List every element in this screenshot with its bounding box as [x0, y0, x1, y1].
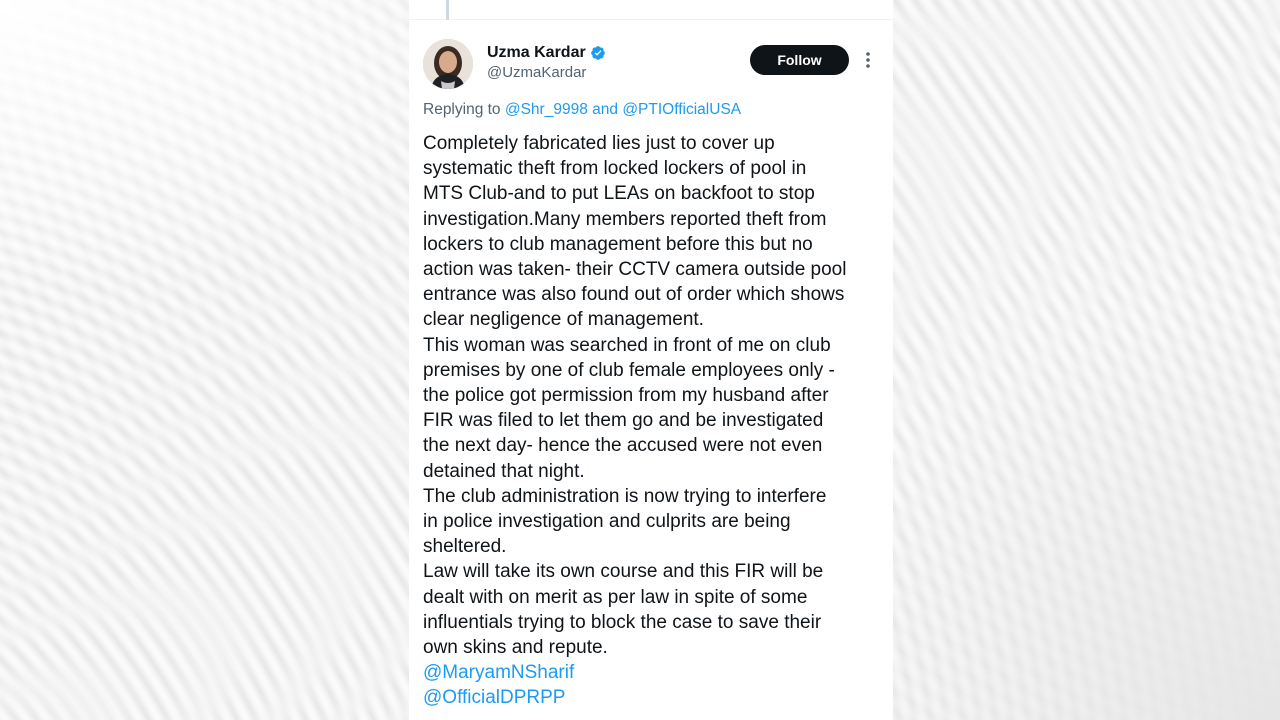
body-line: This woman was searched in front of me on club [423, 334, 831, 356]
body-line: Law will take its own course and this FIR will be [423, 561, 824, 583]
avatar-image [423, 39, 473, 89]
body-line: the next day- hence the accused were not even [423, 435, 823, 457]
body-line: influentials trying to block the case to save their [423, 611, 822, 633]
reply-mention-shr[interactable]: @Shr_9998 [504, 101, 588, 118]
follow-button[interactable]: Follow [750, 45, 849, 75]
more-options-icon[interactable] [861, 50, 875, 70]
body-line: action was taken- their CCTV camera outside pool [423, 259, 847, 281]
body-line: in police investigation and culprits are being [423, 511, 791, 533]
body-line: systematic theft from locked lockers of pool in [423, 158, 807, 180]
body-line: investigation.Many members reported theft from [423, 208, 827, 230]
thread-line [446, 0, 449, 20]
reply-mention-pti[interactable]: @PTIOfficialUSA [622, 101, 742, 118]
author-name-row[interactable] [487, 44, 606, 62]
tweet-body [423, 131, 889, 711]
body-line: Completely fabricated lies just to cover up [423, 133, 775, 154]
body-line: FIR was filed to let them go and be investigated [423, 410, 824, 432]
tweet-card [409, 0, 893, 720]
replying-joiner: and [587, 101, 623, 118]
body-line: lockers to club management before this but no [423, 233, 813, 255]
body-line: dealt with on merit as per law in spite of some [423, 586, 808, 608]
body-line: own skins and repute. [423, 637, 608, 659]
author-name[interactable]: Uzma Kardar [487, 44, 586, 61]
mention-maryam[interactable]: @MaryamNSharif [423, 662, 575, 684]
body-line: premises by one of club female employees only - [423, 359, 835, 381]
body-line: The club administration is now trying to interfere [423, 485, 827, 507]
body-line: sheltered. [423, 536, 507, 558]
author-handle[interactable]: @UzmaKardar [487, 64, 587, 81]
mention-dprpp[interactable]: @OfficialDPRPP [423, 687, 566, 709]
body-line: clear negligence of management. [423, 309, 704, 331]
body-line: detained that night. [423, 460, 585, 482]
previous-tweet-strip [409, 0, 893, 20]
body-line: entrance was also found out of order which shows [423, 284, 845, 306]
replying-prefix: Replying to [423, 101, 505, 118]
verified-badge-icon [590, 45, 606, 61]
body-line: the police got permission from my husband after [423, 385, 829, 407]
avatar[interactable] [423, 39, 473, 89]
replying-to [423, 101, 741, 119]
body-line: MTS Club-and to put LEAs on backfoot to stop [423, 183, 815, 205]
